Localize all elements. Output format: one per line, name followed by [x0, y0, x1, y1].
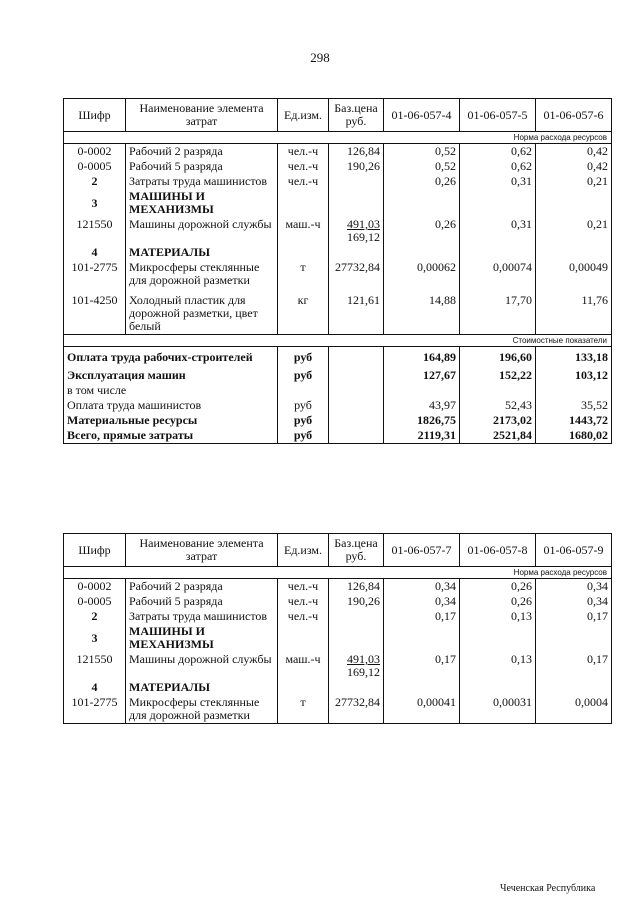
code-header: Шифр [64, 534, 126, 567]
cost-row [64, 365, 612, 383]
cost-name: Оплата труда машинистов [64, 398, 278, 413]
row-price: 190,26 [329, 159, 384, 174]
row-price [329, 217, 384, 245]
row-code: 0-0002 [64, 144, 126, 160]
row-value: 0,00031 [460, 695, 536, 724]
row-name: Холодный пластик для дорожной разметки, цвет белый [126, 288, 278, 335]
row-name: Рабочий 2 разряда [126, 579, 278, 595]
row-value: 0,21 [536, 217, 612, 245]
row-name: Рабочий 5 разряда [126, 159, 278, 174]
row-name: Рабочий 2 разряда [126, 144, 278, 160]
table-row [64, 652, 612, 680]
cost-row [64, 347, 612, 366]
table-row [64, 288, 612, 335]
row-value: 0,17 [536, 609, 612, 624]
row-value: 0,26 [460, 594, 536, 609]
row-name: Затраты труда машинистов [126, 174, 278, 189]
cost-value: 43,97 [384, 398, 460, 413]
resource-table-2 [63, 533, 612, 724]
group-title: МАШИНЫ И МЕХАНИЗМЫ [126, 189, 278, 217]
price-primary: 491,03 [347, 217, 380, 231]
table-row [64, 144, 612, 160]
section-row [64, 132, 612, 144]
row-code: 2 [64, 174, 126, 189]
section-row [64, 335, 612, 347]
cost-unit: руб [278, 413, 329, 428]
column-header: 01-06-057-4 [384, 99, 460, 132]
row-value: 0,13 [460, 609, 536, 624]
cost-row [64, 428, 612, 444]
name-header: Наименование элемента затрат [126, 534, 278, 567]
row-code: 101-2775 [64, 260, 126, 288]
cost-unit: руб [278, 347, 329, 366]
row-code: 0-0002 [64, 579, 126, 595]
row-price [329, 174, 384, 189]
cost-unit: руб [278, 365, 329, 383]
row-unit: кг [278, 288, 329, 335]
unit-header: Ед.изм. [278, 534, 329, 567]
row-value: 0,17 [384, 652, 460, 680]
column-header: 01-06-057-7 [384, 534, 460, 567]
table-row [64, 217, 612, 245]
row-code: 4 [64, 245, 126, 260]
footer-region-name: Чеченская Республика [500, 883, 596, 894]
section-label: Стоимостные показатели [64, 335, 612, 347]
row-code: 3 [64, 624, 126, 652]
column-header: 01-06-057-9 [536, 534, 612, 567]
row-value: 0,26 [460, 579, 536, 595]
cost-name: в том числе [64, 383, 278, 398]
row-price: 126,84 [329, 579, 384, 595]
row-value: 0,13 [460, 652, 536, 680]
row-price: 27732,84 [329, 260, 384, 288]
group-title: МАШИНЫ И МЕХАНИЗМЫ [126, 624, 278, 652]
row-value: 0,00074 [460, 260, 536, 288]
price-header: Баз.цена руб. [329, 99, 384, 132]
table-row [64, 159, 612, 174]
price-header: Баз.цена руб. [329, 534, 384, 567]
cost-name: Всего, прямые затраты [64, 428, 278, 444]
cost-value: 196,60 [460, 347, 536, 366]
row-unit: чел.-ч [278, 159, 329, 174]
group-title: МАТЕРИАЛЫ [126, 680, 278, 695]
cost-row [64, 398, 612, 413]
cost-value: 1826,75 [384, 413, 460, 428]
row-code: 2 [64, 609, 126, 624]
row-unit: чел.-ч [278, 144, 329, 160]
row-unit: чел.-ч [278, 594, 329, 609]
group-row [64, 624, 612, 652]
row-value: 0,42 [536, 144, 612, 160]
row-value: 0,52 [384, 144, 460, 160]
cost-unit: руб [278, 428, 329, 444]
row-value: 0,31 [460, 174, 536, 189]
row-value: 0,26 [384, 217, 460, 245]
column-header: 01-06-057-8 [460, 534, 536, 567]
cost-row [64, 383, 612, 398]
cost-value: 127,67 [384, 365, 460, 383]
row-value: 14,88 [384, 288, 460, 335]
row-value: 17,70 [460, 288, 536, 335]
cost-value: 2119,31 [384, 428, 460, 444]
price-secondary: 169,12 [347, 665, 380, 679]
row-value: 0,34 [536, 594, 612, 609]
table-row [64, 579, 612, 595]
cost-value: 2521,84 [460, 428, 536, 444]
row-value: 0,62 [460, 144, 536, 160]
table-row [64, 174, 612, 189]
cost-value: 52,43 [460, 398, 536, 413]
row-code: 101-2775 [64, 695, 126, 724]
cost-value: 2173,02 [460, 413, 536, 428]
row-name: Машины дорожной службы [126, 217, 278, 245]
group-title: МАТЕРИАЛЫ [126, 245, 278, 260]
row-name: Затраты труда машинистов [126, 609, 278, 624]
section-label: Норма расхода ресурсов [64, 567, 612, 579]
row-unit: маш.-ч [278, 652, 329, 680]
page-number: 298 [310, 50, 330, 65]
cost-row [64, 413, 612, 428]
cost-value: 133,18 [536, 347, 612, 366]
group-row [64, 189, 612, 217]
row-code: 121550 [64, 652, 126, 680]
row-name: Микросферы стеклянные для дорожной разметки [126, 260, 278, 288]
section-label: Норма расхода ресурсов [64, 132, 612, 144]
row-value: 0,00041 [384, 695, 460, 724]
row-value: 0,26 [384, 174, 460, 189]
cost-value: 152,22 [460, 365, 536, 383]
row-price: 121,61 [329, 288, 384, 335]
row-value: 0,52 [384, 159, 460, 174]
row-value: 0,34 [384, 579, 460, 595]
column-header: 01-06-057-6 [536, 99, 612, 132]
resource-table-1 [63, 98, 612, 444]
row-value: 0,31 [460, 217, 536, 245]
row-unit: чел.-ч [278, 579, 329, 595]
row-code: 121550 [64, 217, 126, 245]
name-header: Наименование элемента затрат [126, 99, 278, 132]
group-row [64, 680, 612, 695]
row-name: Машины дорожной службы [126, 652, 278, 680]
cost-unit: руб [278, 398, 329, 413]
table-header-row [64, 99, 612, 132]
table-row [64, 695, 612, 724]
row-value: 0,34 [536, 579, 612, 595]
row-name: Микросферы стеклянные для дорожной разметки [126, 695, 278, 724]
row-price: 126,84 [329, 144, 384, 160]
price-primary: 491,03 [347, 652, 380, 666]
row-code: 0-0005 [64, 594, 126, 609]
row-code: 4 [64, 680, 126, 695]
row-code: 3 [64, 189, 126, 217]
row-value: 11,76 [536, 288, 612, 335]
cost-name: Оплата труда рабочих-строителей [64, 347, 278, 366]
cost-name: Материальные ресурсы [64, 413, 278, 428]
row-value: 0,42 [536, 159, 612, 174]
row-name: Рабочий 5 разряда [126, 594, 278, 609]
cost-value: 164,89 [384, 347, 460, 366]
code-header: Шифр [64, 99, 126, 132]
column-header: 01-06-057-5 [460, 99, 536, 132]
section-row [64, 567, 612, 579]
table-header-row [64, 534, 612, 567]
row-code: 0-0005 [64, 159, 126, 174]
row-value: 0,00049 [536, 260, 612, 288]
row-value: 0,17 [384, 609, 460, 624]
row-value: 0,34 [384, 594, 460, 609]
row-price: 27732,84 [329, 695, 384, 724]
row-value: 0,00062 [384, 260, 460, 288]
price-secondary: 169,12 [347, 230, 380, 244]
row-value: 0,0004 [536, 695, 612, 724]
row-unit: чел.-ч [278, 609, 329, 624]
row-unit: т [278, 695, 329, 724]
row-code: 101-4250 [64, 288, 126, 335]
row-value: 0,21 [536, 174, 612, 189]
row-unit: маш.-ч [278, 217, 329, 245]
cost-value: 35,52 [536, 398, 612, 413]
row-price [329, 652, 384, 680]
table-row [64, 260, 612, 288]
row-unit: т [278, 260, 329, 288]
table-row [64, 594, 612, 609]
cost-value: 103,12 [536, 365, 612, 383]
row-unit: чел.-ч [278, 174, 329, 189]
group-row [64, 245, 612, 260]
cost-name: Эксплуатация машин [64, 365, 278, 383]
unit-header: Ед.изм. [278, 99, 329, 132]
cost-value: 1443,72 [536, 413, 612, 428]
row-value: 0,62 [460, 159, 536, 174]
cost-value: 1680,02 [536, 428, 612, 444]
row-price [329, 609, 384, 624]
row-value: 0,17 [536, 652, 612, 680]
table-row [64, 609, 612, 624]
row-price: 190,26 [329, 594, 384, 609]
